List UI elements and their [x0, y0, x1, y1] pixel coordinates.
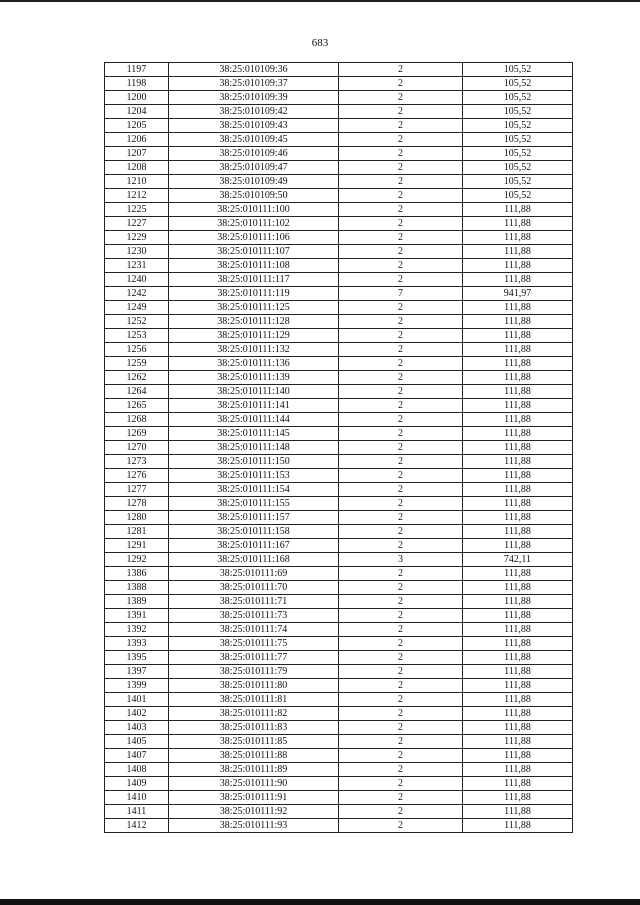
- table-row: [105, 77, 573, 91]
- area-cell: 111,88: [463, 315, 573, 329]
- table-row: [105, 623, 573, 637]
- quantity-cell: 2: [339, 371, 463, 385]
- table-row: [105, 203, 573, 217]
- row-number-cell: 1411: [105, 805, 169, 819]
- quantity-cell: 2: [339, 455, 463, 469]
- quantity-cell: 2: [339, 77, 463, 91]
- quantity-cell: 2: [339, 763, 463, 777]
- cadastral-number-cell: 38:25:010111:74: [169, 623, 339, 637]
- row-number-cell: 1264: [105, 385, 169, 399]
- cadastral-number-cell: 38:25:010111:119: [169, 287, 339, 301]
- table-row: [105, 651, 573, 665]
- table-row: [105, 441, 573, 455]
- quantity-cell: 2: [339, 273, 463, 287]
- row-number-cell: 1407: [105, 749, 169, 763]
- cadastral-number-cell: 38:25:010111:129: [169, 329, 339, 343]
- cadastral-number-cell: 38:25:010111:139: [169, 371, 339, 385]
- quantity-cell: 2: [339, 665, 463, 679]
- quantity-cell: 2: [339, 441, 463, 455]
- row-number-cell: 1262: [105, 371, 169, 385]
- row-number-cell: 1386: [105, 567, 169, 581]
- area-cell: 111,88: [463, 413, 573, 427]
- cadastral-number-cell: 38:25:010111:79: [169, 665, 339, 679]
- area-cell: 111,88: [463, 693, 573, 707]
- cadastral-number-cell: 38:25:010111:132: [169, 343, 339, 357]
- table-row: [105, 119, 573, 133]
- cadastral-number-cell: 38:25:010111:71: [169, 595, 339, 609]
- table-row: [105, 567, 573, 581]
- area-cell: 111,88: [463, 749, 573, 763]
- area-cell: 111,88: [463, 777, 573, 791]
- area-cell: 111,88: [463, 371, 573, 385]
- cadastral-number-cell: 38:25:010111:128: [169, 315, 339, 329]
- cadastral-number-cell: 38:25:010109:36: [169, 63, 339, 77]
- area-cell: 111,88: [463, 497, 573, 511]
- row-number-cell: 1273: [105, 455, 169, 469]
- row-number-cell: 1212: [105, 189, 169, 203]
- quantity-cell: 2: [339, 805, 463, 819]
- area-cell: 105,52: [463, 133, 573, 147]
- cadastral-number-cell: 38:25:010111:150: [169, 455, 339, 469]
- area-cell: 111,88: [463, 259, 573, 273]
- table-row: [105, 301, 573, 315]
- area-cell: 111,88: [463, 427, 573, 441]
- cadastral-number-cell: 38:25:010111:82: [169, 707, 339, 721]
- table-row: [105, 483, 573, 497]
- quantity-cell: 2: [339, 189, 463, 203]
- row-number-cell: 1393: [105, 637, 169, 651]
- quantity-cell: 2: [339, 651, 463, 665]
- quantity-cell: 2: [339, 777, 463, 791]
- quantity-cell: 2: [339, 161, 463, 175]
- quantity-cell: 2: [339, 819, 463, 833]
- area-cell: 111,88: [463, 357, 573, 371]
- quantity-cell: 2: [339, 693, 463, 707]
- area-cell: 111,88: [463, 707, 573, 721]
- area-cell: 111,88: [463, 399, 573, 413]
- quantity-cell: 2: [339, 399, 463, 413]
- area-cell: 111,88: [463, 301, 573, 315]
- quantity-cell: 2: [339, 735, 463, 749]
- table-row: [105, 105, 573, 119]
- quantity-cell: 2: [339, 301, 463, 315]
- row-number-cell: 1388: [105, 581, 169, 595]
- area-cell: 111,88: [463, 511, 573, 525]
- area-cell: 111,88: [463, 329, 573, 343]
- area-cell: 105,52: [463, 105, 573, 119]
- row-number-cell: 1225: [105, 203, 169, 217]
- cadastral-number-cell: 38:25:010111:77: [169, 651, 339, 665]
- table-row: [105, 161, 573, 175]
- cadastral-number-cell: 38:25:010111:89: [169, 763, 339, 777]
- quantity-cell: 2: [339, 609, 463, 623]
- table-row: [105, 217, 573, 231]
- row-number-cell: 1208: [105, 161, 169, 175]
- cadastral-number-cell: 38:25:010111:117: [169, 273, 339, 287]
- table-row: [105, 609, 573, 623]
- area-cell: 111,88: [463, 791, 573, 805]
- quantity-cell: 2: [339, 721, 463, 735]
- row-number-cell: 1229: [105, 231, 169, 245]
- quantity-cell: 2: [339, 329, 463, 343]
- cadastral-number-cell: 38:25:010109:45: [169, 133, 339, 147]
- row-number-cell: 1253: [105, 329, 169, 343]
- row-number-cell: 1270: [105, 441, 169, 455]
- table-row: [105, 819, 573, 833]
- table-row: [105, 525, 573, 539]
- row-number-cell: 1231: [105, 259, 169, 273]
- row-number-cell: 1392: [105, 623, 169, 637]
- table-row: [105, 581, 573, 595]
- area-cell: 111,88: [463, 819, 573, 833]
- area-cell: 111,88: [463, 231, 573, 245]
- cadastral-number-cell: 38:25:010109:50: [169, 189, 339, 203]
- row-number-cell: 1402: [105, 707, 169, 721]
- row-number-cell: 1227: [105, 217, 169, 231]
- cadastral-number-cell: 38:25:010111:154: [169, 483, 339, 497]
- row-number-cell: 1265: [105, 399, 169, 413]
- table-row: [105, 777, 573, 791]
- cadastral-number-cell: 38:25:010111:85: [169, 735, 339, 749]
- table-row: [105, 357, 573, 371]
- cadastral-number-cell: 38:25:010111:141: [169, 399, 339, 413]
- quantity-cell: 2: [339, 497, 463, 511]
- row-number-cell: 1410: [105, 791, 169, 805]
- table-row: [105, 497, 573, 511]
- quantity-cell: 2: [339, 91, 463, 105]
- area-cell: 941,97: [463, 287, 573, 301]
- area-cell: 105,52: [463, 147, 573, 161]
- quantity-cell: 2: [339, 707, 463, 721]
- row-number-cell: 1259: [105, 357, 169, 371]
- cadastral-number-cell: 38:25:010111:125: [169, 301, 339, 315]
- row-number-cell: 1278: [105, 497, 169, 511]
- quantity-cell: 2: [339, 105, 463, 119]
- row-number-cell: 1409: [105, 777, 169, 791]
- cadastral-number-cell: 38:25:010111:158: [169, 525, 339, 539]
- table-row: [105, 707, 573, 721]
- table-row: [105, 637, 573, 651]
- cadastral-number-cell: 38:25:010111:70: [169, 581, 339, 595]
- quantity-cell: 3: [339, 553, 463, 567]
- row-number-cell: 1268: [105, 413, 169, 427]
- area-cell: 111,88: [463, 385, 573, 399]
- area-cell: 111,88: [463, 245, 573, 259]
- cadastral-number-cell: 38:25:010111:81: [169, 693, 339, 707]
- table-row: [105, 399, 573, 413]
- quantity-cell: 2: [339, 595, 463, 609]
- table-row: [105, 343, 573, 357]
- quantity-cell: 2: [339, 231, 463, 245]
- cadastral-number-cell: 38:25:010111:136: [169, 357, 339, 371]
- cadastral-number-cell: 38:25:010111:106: [169, 231, 339, 245]
- area-cell: 111,88: [463, 343, 573, 357]
- row-number-cell: 1230: [105, 245, 169, 259]
- cadastral-number-cell: 38:25:010111:145: [169, 427, 339, 441]
- area-cell: 111,88: [463, 441, 573, 455]
- table-row: [105, 679, 573, 693]
- table-row: [105, 511, 573, 525]
- table-row: [105, 455, 573, 469]
- row-number-cell: 1256: [105, 343, 169, 357]
- quantity-cell: 2: [339, 133, 463, 147]
- table-row: [105, 315, 573, 329]
- table-row: [105, 469, 573, 483]
- cadastral-number-cell: 38:25:010111:83: [169, 721, 339, 735]
- area-cell: 111,88: [463, 581, 573, 595]
- area-cell: 105,52: [463, 77, 573, 91]
- row-number-cell: 1412: [105, 819, 169, 833]
- table-row: [105, 791, 573, 805]
- table-row: [105, 763, 573, 777]
- quantity-cell: 2: [339, 483, 463, 497]
- area-cell: 111,88: [463, 623, 573, 637]
- quantity-cell: 2: [339, 413, 463, 427]
- row-number-cell: 1391: [105, 609, 169, 623]
- area-cell: 105,52: [463, 175, 573, 189]
- table-row: [105, 329, 573, 343]
- area-cell: 111,88: [463, 763, 573, 777]
- quantity-cell: 2: [339, 63, 463, 77]
- cadastral-number-cell: 38:25:010111:90: [169, 777, 339, 791]
- cadastral-number-cell: 38:25:010111:108: [169, 259, 339, 273]
- area-cell: 111,88: [463, 273, 573, 287]
- quantity-cell: 2: [339, 357, 463, 371]
- area-cell: 111,88: [463, 469, 573, 483]
- scan-top-edge: [0, 0, 640, 2]
- area-cell: 105,52: [463, 119, 573, 133]
- area-cell: 111,88: [463, 721, 573, 735]
- table-row: [105, 427, 573, 441]
- area-cell: 111,88: [463, 651, 573, 665]
- quantity-cell: 2: [339, 511, 463, 525]
- table-row: [105, 287, 573, 301]
- row-number-cell: 1249: [105, 301, 169, 315]
- area-cell: 111,88: [463, 595, 573, 609]
- table-row: [105, 259, 573, 273]
- table-row: [105, 693, 573, 707]
- area-cell: 105,52: [463, 189, 573, 203]
- area-cell: 111,88: [463, 637, 573, 651]
- quantity-cell: 2: [339, 679, 463, 693]
- table-row: [105, 385, 573, 399]
- table-row: [105, 539, 573, 553]
- row-number-cell: 1403: [105, 721, 169, 735]
- cadastral-number-cell: 38:25:010109:39: [169, 91, 339, 105]
- cadastral-number-cell: 38:25:010111:102: [169, 217, 339, 231]
- row-number-cell: 1281: [105, 525, 169, 539]
- row-number-cell: 1207: [105, 147, 169, 161]
- quantity-cell: 2: [339, 525, 463, 539]
- cadastral-number-cell: 38:25:010111:92: [169, 805, 339, 819]
- area-cell: 742,11: [463, 553, 573, 567]
- table-row: [105, 273, 573, 287]
- cadastral-number-cell: 38:25:010111:75: [169, 637, 339, 651]
- row-number-cell: 1204: [105, 105, 169, 119]
- cadastral-number-cell: 38:25:010111:144: [169, 413, 339, 427]
- cadastral-number-cell: 38:25:010111:93: [169, 819, 339, 833]
- scan-bottom-edge: [0, 899, 640, 905]
- table-row: [105, 805, 573, 819]
- table-row: [105, 133, 573, 147]
- quantity-cell: 2: [339, 343, 463, 357]
- area-cell: 111,88: [463, 217, 573, 231]
- cadastral-number-cell: 38:25:010111:107: [169, 245, 339, 259]
- quantity-cell: 2: [339, 385, 463, 399]
- row-number-cell: 1200: [105, 91, 169, 105]
- cadastral-number-cell: 38:25:010111:140: [169, 385, 339, 399]
- area-cell: 111,88: [463, 679, 573, 693]
- cadastral-number-cell: 38:25:010111:157: [169, 511, 339, 525]
- cadastral-number-cell: 38:25:010111:80: [169, 679, 339, 693]
- table-row: [105, 371, 573, 385]
- quantity-cell: 2: [339, 147, 463, 161]
- table-row: [105, 245, 573, 259]
- row-number-cell: 1399: [105, 679, 169, 693]
- row-number-cell: 1198: [105, 77, 169, 91]
- area-cell: 111,88: [463, 735, 573, 749]
- quantity-cell: 2: [339, 259, 463, 273]
- quantity-cell: 2: [339, 119, 463, 133]
- quantity-cell: 2: [339, 175, 463, 189]
- row-number-cell: 1292: [105, 553, 169, 567]
- row-number-cell: 1210: [105, 175, 169, 189]
- cadastral-number-cell: 38:25:010111:88: [169, 749, 339, 763]
- cadastral-number-cell: 38:25:010109:47: [169, 161, 339, 175]
- quantity-cell: 7: [339, 287, 463, 301]
- cadastral-number-cell: 38:25:010109:46: [169, 147, 339, 161]
- row-number-cell: 1405: [105, 735, 169, 749]
- quantity-cell: 2: [339, 427, 463, 441]
- row-number-cell: 1280: [105, 511, 169, 525]
- cadastral-number-cell: 38:25:010109:37: [169, 77, 339, 91]
- quantity-cell: 2: [339, 217, 463, 231]
- quantity-cell: 2: [339, 791, 463, 805]
- table-row: [105, 147, 573, 161]
- quantity-cell: 2: [339, 637, 463, 651]
- registry-table-body: [105, 63, 573, 833]
- row-number-cell: 1206: [105, 133, 169, 147]
- row-number-cell: 1240: [105, 273, 169, 287]
- quantity-cell: 2: [339, 203, 463, 217]
- table-row: [105, 735, 573, 749]
- table-row: [105, 63, 573, 77]
- cadastral-number-cell: 38:25:010109:49: [169, 175, 339, 189]
- area-cell: 111,88: [463, 455, 573, 469]
- area-cell: 105,52: [463, 63, 573, 77]
- row-number-cell: 1277: [105, 483, 169, 497]
- cadastral-number-cell: 38:25:010111:155: [169, 497, 339, 511]
- cadastral-number-cell: 38:25:010111:100: [169, 203, 339, 217]
- cadastral-number-cell: 38:25:010111:168: [169, 553, 339, 567]
- cadastral-number-cell: 38:25:010111:148: [169, 441, 339, 455]
- area-cell: 111,88: [463, 525, 573, 539]
- cadastral-number-cell: 38:25:010109:42: [169, 105, 339, 119]
- area-cell: 105,52: [463, 91, 573, 105]
- area-cell: 111,88: [463, 665, 573, 679]
- quantity-cell: 2: [339, 469, 463, 483]
- table-row: [105, 553, 573, 567]
- row-number-cell: 1408: [105, 763, 169, 777]
- table-row: [105, 595, 573, 609]
- quantity-cell: 2: [339, 749, 463, 763]
- area-cell: 111,88: [463, 805, 573, 819]
- row-number-cell: 1205: [105, 119, 169, 133]
- row-number-cell: 1397: [105, 665, 169, 679]
- row-number-cell: 1242: [105, 287, 169, 301]
- page-number: 683: [311, 37, 329, 49]
- cadastral-number-cell: 38:25:010111:73: [169, 609, 339, 623]
- row-number-cell: 1252: [105, 315, 169, 329]
- cadastral-number-cell: 38:25:010109:43: [169, 119, 339, 133]
- row-number-cell: 1269: [105, 427, 169, 441]
- quantity-cell: 2: [339, 581, 463, 595]
- area-cell: 105,52: [463, 161, 573, 175]
- registry-table: [104, 62, 573, 833]
- area-cell: 111,88: [463, 203, 573, 217]
- table-row: [105, 749, 573, 763]
- row-number-cell: 1197: [105, 63, 169, 77]
- table-row: [105, 175, 573, 189]
- table-row: [105, 231, 573, 245]
- quantity-cell: 2: [339, 539, 463, 553]
- table-row: [105, 413, 573, 427]
- table-row: [105, 189, 573, 203]
- area-cell: 111,88: [463, 539, 573, 553]
- area-cell: 111,88: [463, 567, 573, 581]
- area-cell: 111,88: [463, 483, 573, 497]
- table-row: [105, 665, 573, 679]
- quantity-cell: 2: [339, 567, 463, 581]
- table-row: [105, 721, 573, 735]
- cadastral-number-cell: 38:25:010111:167: [169, 539, 339, 553]
- quantity-cell: 2: [339, 623, 463, 637]
- table-row: [105, 91, 573, 105]
- cadastral-number-cell: 38:25:010111:153: [169, 469, 339, 483]
- row-number-cell: 1389: [105, 595, 169, 609]
- row-number-cell: 1276: [105, 469, 169, 483]
- row-number-cell: 1291: [105, 539, 169, 553]
- row-number-cell: 1395: [105, 651, 169, 665]
- quantity-cell: 2: [339, 315, 463, 329]
- row-number-cell: 1401: [105, 693, 169, 707]
- cadastral-number-cell: 38:25:010111:91: [169, 791, 339, 805]
- quantity-cell: 2: [339, 245, 463, 259]
- area-cell: 111,88: [463, 609, 573, 623]
- cadastral-number-cell: 38:25:010111:69: [169, 567, 339, 581]
